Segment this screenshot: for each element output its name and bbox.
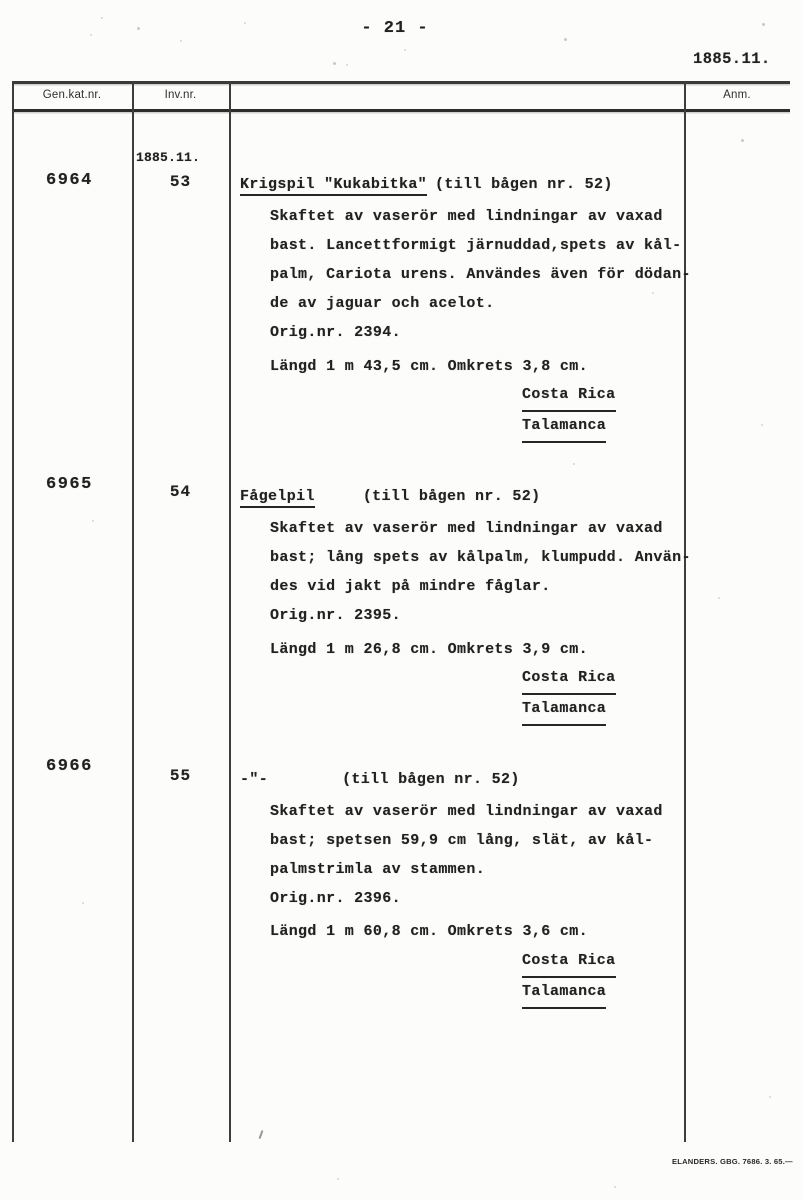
page-number: - 21 - xyxy=(361,19,429,38)
column-header-inv-nr: Inv.nr. xyxy=(164,89,197,101)
scan-noise xyxy=(718,597,720,599)
column-header-gen-kat-nr: Gen.kat.nr. xyxy=(42,89,102,101)
catalog-entry xyxy=(240,765,710,1009)
entry-title-line xyxy=(240,482,710,511)
scan-noise xyxy=(137,27,140,30)
column-header-anm: Anm. xyxy=(723,89,751,101)
column-divider-inv-main xyxy=(229,82,231,1142)
scan-noise xyxy=(346,64,348,66)
origin-location xyxy=(522,664,710,726)
dimensions: Längd 1 m 26,8 cm. Omkrets 3,9 cm. xyxy=(270,641,588,658)
scan-noise xyxy=(614,1186,616,1188)
scan-noise xyxy=(404,49,406,51)
scan-noise xyxy=(101,17,103,19)
table-top-border xyxy=(12,81,790,84)
table-left-border xyxy=(12,82,14,1142)
entry-title-line xyxy=(240,765,710,794)
scan-noise xyxy=(741,139,744,142)
inventory-number: 55 xyxy=(169,767,192,785)
gen-catalog-number: 6964 xyxy=(46,171,93,190)
scan-noise xyxy=(573,463,575,465)
description-line: palm, Cariota urens. Användes även för dödan- xyxy=(270,266,691,283)
description-line: palmstrimla av stammen. xyxy=(270,861,486,878)
scan-noise xyxy=(90,34,92,36)
origin-country: Costa Rica xyxy=(522,664,616,695)
description-line: des vid jakt på mindre fåglar. xyxy=(270,578,551,595)
description-line: Skaftet av vaserör med lindningar av vaxad xyxy=(270,803,663,820)
entry-description xyxy=(270,797,710,884)
scan-noise xyxy=(259,1130,263,1139)
description-line: bast; spetsen 59,9 cm lång, slät, av kål- xyxy=(270,832,654,849)
origin-region: Talamanca xyxy=(522,695,606,726)
origin-country: Costa Rica xyxy=(522,381,616,412)
entry-title-suffix: (till bågen nr. 52) xyxy=(362,488,541,505)
orig-number: Orig.nr. 2396. xyxy=(270,890,401,907)
entry-title-suffix: (till bågen nr. 52) xyxy=(342,771,520,788)
inventory-year-prefix: 1885.11. xyxy=(136,150,201,165)
entry-description xyxy=(270,202,710,318)
description-line: bast. Lancettformigt järnuddad,spets av kål- xyxy=(270,237,682,254)
scan-noise xyxy=(762,23,765,26)
gen-catalog-number: 6965 xyxy=(46,475,93,494)
origin-location xyxy=(522,947,710,1009)
origin-country: Costa Rica xyxy=(522,947,616,978)
scan-noise xyxy=(761,424,763,426)
origin-region: Talamanca xyxy=(522,412,606,443)
entry-title-suffix: (till bågen nr. 52) xyxy=(435,176,613,193)
description-line: de av jaguar och acelot. xyxy=(270,295,495,312)
origin-location xyxy=(522,381,710,443)
inventory-number: 53 xyxy=(169,173,192,191)
dimensions: Längd 1 m 43,5 cm. Omkrets 3,8 cm. xyxy=(270,358,588,375)
scan-noise xyxy=(180,40,182,42)
entry-title-ditto: -"- xyxy=(240,771,269,788)
description-line: Skaftet av vaserör med lindningar av vaxad xyxy=(270,208,663,225)
scan-noise xyxy=(333,62,336,65)
year-reference: 1885.11. xyxy=(693,50,771,68)
orig-number: Orig.nr. 2395. xyxy=(270,607,401,624)
column-divider-gen-inv xyxy=(132,82,134,1142)
entry-title-line xyxy=(240,170,710,199)
scan-noise xyxy=(769,1096,771,1098)
description-line: bast; lång spets av kålpalm, klumpudd. Använ- xyxy=(270,549,691,566)
entry-title: Krigspil "Kukabitka" xyxy=(240,176,427,196)
catalog-entry xyxy=(240,482,710,726)
origin-region: Talamanca xyxy=(522,978,606,1009)
dimensions: Längd 1 m 60,8 cm. Omkrets 3,6 cm. xyxy=(270,923,588,940)
scan-noise xyxy=(564,38,567,41)
description-line: Skaftet av vaserör med lindningar av vaxad xyxy=(270,520,663,537)
scan-noise xyxy=(82,902,84,904)
scan-noise xyxy=(92,520,94,522)
printer-mark: ELANDERS. GBG. 7686. 3. 65.— xyxy=(672,1157,793,1166)
scan-noise xyxy=(337,1178,339,1180)
catalog-entry xyxy=(240,170,710,443)
entry-description xyxy=(270,514,710,601)
entry-title: Fågelpil xyxy=(240,488,315,508)
orig-number: Orig.nr. 2394. xyxy=(270,324,401,341)
gen-catalog-number: 6966 xyxy=(46,757,93,776)
inventory-number: 54 xyxy=(169,483,192,501)
table-header-border xyxy=(12,109,790,112)
scan-noise xyxy=(244,22,246,24)
